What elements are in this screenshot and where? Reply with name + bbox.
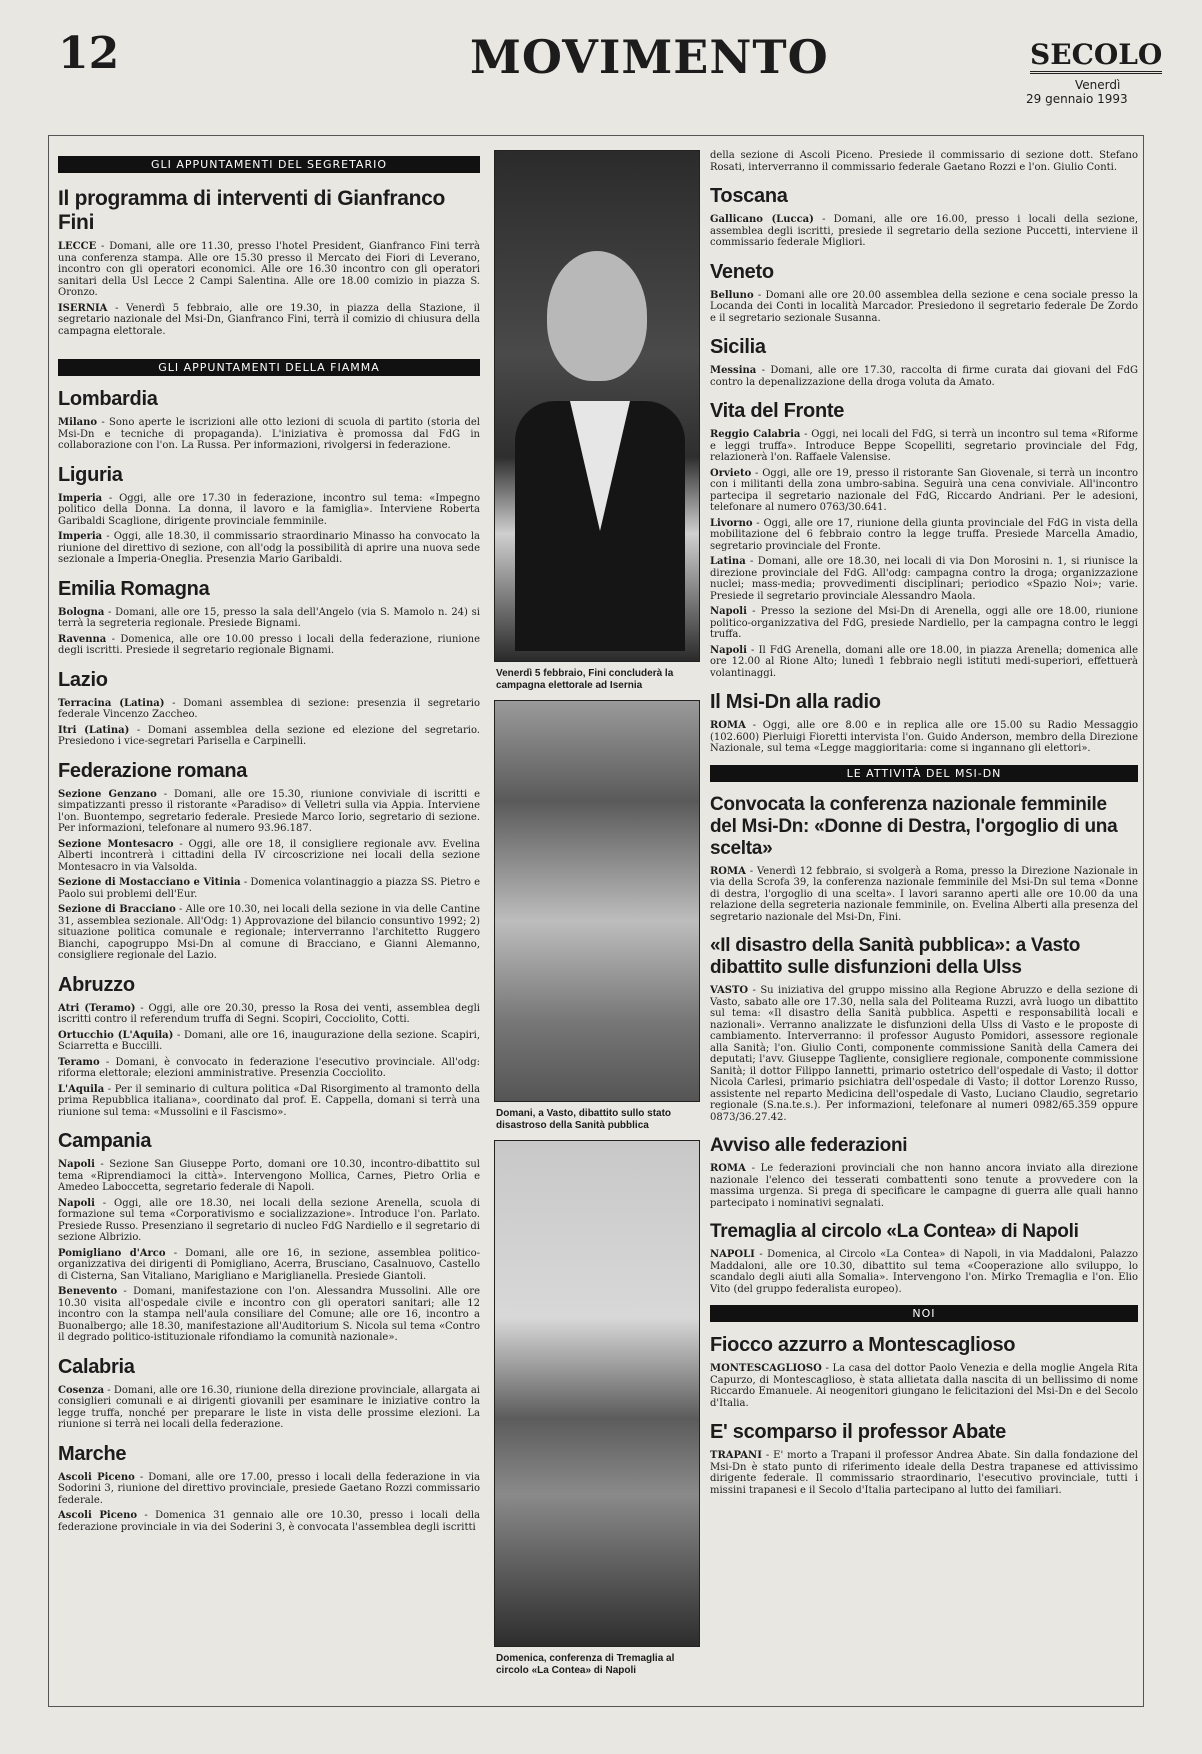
section-heading: Campania <box>58 1130 152 1152</box>
news-item <box>710 290 1138 325</box>
news-item-text: - Domani, alle ore 16.00, presso i locali della sezione, assemblea degli iscritti, presiede il segretario della sezione Puccetti, interviene il commissario federale Migliori. <box>710 214 1138 248</box>
middle-column <box>494 150 700 1700</box>
news-item <box>710 1363 1138 1409</box>
news-item-text: - Domani, alle ore 17.00, presso i locali della federazione in via Sodorini 3, riunione del direttivo provinciale, presiede Gaetano Rozzi commissario federale. <box>58 1471 480 1506</box>
noi-section <box>710 1334 1138 1496</box>
news-item-place: Belluno <box>710 289 754 301</box>
news-item-place: Ravenna <box>58 633 107 645</box>
caption-naples: Domenica, conferenza di Tremaglia al circolo «La Contea» di Napoli <box>496 1653 675 1676</box>
section-heading: Calabria <box>58 1355 135 1378</box>
news-item <box>58 303 480 338</box>
news-item-text: - Venerdì 12 febbraio, si svolgerà a Roma, presso la Direzione Nazionale in via della Scrofa 39, la conferenza nazionale femminile del Msi-Dn sul tema «Donne di destra, l'orgoglio di una scelta». I lavori saranno aperti alle ore 10.00 da una relazione della segreteria nazionale femminile, on. Evelina Alberti alla presenza del segretario nazionale del Msi-Dn, Fini. <box>710 865 1138 923</box>
news-item <box>58 1003 480 1026</box>
news-item <box>710 645 1138 680</box>
news-item-place: Napoli <box>58 1197 95 1209</box>
section-heading: Lombardia <box>58 388 158 410</box>
news-item <box>58 1510 480 1533</box>
news-item-place: Latina <box>710 556 746 567</box>
news-item <box>58 531 480 566</box>
news-item-place: MONTESCAGLIOSO <box>710 1363 822 1374</box>
news-item <box>58 1248 480 1283</box>
news-item <box>710 468 1138 514</box>
news-item <box>58 1198 480 1244</box>
news-item-text: - Domenica, al Circolo «La Contea» di Napoli, in via Maddaloni, Palazzo Maddaloni, alle ore 10.30, dibattito sul tema «Cooperazione allo sviluppo, lo scandalo degli aiuti alla Somalia». Intervengono l'on. Mirko Tremaglia e l'on. Elio Vito (del gruppo federalista europeo). <box>710 1249 1138 1295</box>
section-heading: Avviso alle federazioni <box>710 1135 908 1156</box>
news-item-place: Terracina (Latina) <box>58 697 165 709</box>
news-item-place: Sezione di Mostacciano e Vitinia <box>58 877 241 888</box>
news-item-text: - Sezione San Giuseppe Porto, domani ore 10.30, incontro-dibattito sul tema «Riprendiamoci la città». Intervengono Mollica, Carnes, Pietro Orlia e Amedeo Laboccetta, segretario federale di Napoli. <box>58 1159 480 1193</box>
news-item-place: Pomigliano d'Arco <box>58 1247 166 1259</box>
news-item <box>58 1159 480 1194</box>
news-item-place: Teramo <box>58 1056 100 1068</box>
news-item-text: - Domani, alle ore 15, presso la sala dell'Angelo (via S. Mamolo n. 24) si terrà la segreteria regionale. Presiede Bignami. <box>58 606 480 629</box>
news-item-text: - Oggi, alle ore 20.30, presso la Rosa dei venti, assemblea degli iscritti contro il referendum truffa di Segni. Scopiri, Cocciolito, Cotti. <box>58 1002 480 1025</box>
news-item-place: ROMA <box>710 865 746 877</box>
continued-text: della sezione di Ascoli Piceno. Presiede il commissario di sezione dott. Stefano Rosati, interverranno il commissario federale Gaetano Rozzi e l'on. Giulio Conti. <box>710 150 1138 173</box>
caption-hospital: Domani, a Vasto, dibattito sullo stato disastroso della Sanità pubblica <box>496 1108 672 1131</box>
news-item <box>58 839 480 874</box>
news-item <box>710 866 1138 924</box>
news-item-text: - Domani, alle ore 18.30, nei locali di via Don Morosini n. 1, si riunisce la direzione provinciale del FdG. All'odg: campagna contro la droga; organizzazione nuclei; mass-media; provvedimenti disciplinari; periodico «Spazio Noi»; varie. Presiede il segretario provinciale Alessandro Maola. <box>710 556 1138 602</box>
news-item-place: Sezione di Bracciano <box>58 904 176 915</box>
photo-figure-face <box>547 251 647 381</box>
news-item <box>58 698 480 721</box>
photo-hospital <box>494 700 700 1102</box>
news-item-place: Livorno <box>710 517 753 529</box>
news-item <box>710 606 1138 641</box>
regional-sections <box>58 388 480 1533</box>
section-heading: Veneto <box>710 260 774 283</box>
section-heading: Convocata la conferenza nazionale femminile del Msi-Dn: «Donne di Destra, l'orgoglio di una scelta» <box>710 793 1118 859</box>
news-item <box>58 1472 480 1507</box>
news-item-place: ISERNIA <box>58 302 108 314</box>
section-heading: Marche <box>58 1442 127 1465</box>
news-item-text: - E' morto a Trapani il professor Andrea Abate. Sin dalla fondazione del Msi-Dn è stato punto di riferimento ideale della Destra trapanese ed attivissimo dirigente federale. Il commissario straordinario, l'esecutivo provinciale, tutti i missini trapanesi e il Secolo d'Italia partecipano al lutto dei familiari. <box>710 1450 1138 1496</box>
news-item-place: Messina <box>710 365 757 376</box>
news-item <box>710 518 1138 553</box>
news-item-place: Ascoli Piceno <box>58 1471 135 1483</box>
news-item-place: Napoli <box>58 1159 95 1170</box>
news-item <box>58 877 480 900</box>
news-item-text: - Oggi, alle 18.30, il commissario straordinario Minasso ha convocato la riunione del direttivo di sezione, con all'odg la possibilità di aprire una nuova sede sezionale a Imperia-Oneglia. Presenzia Mario Garibaldi. <box>58 531 480 565</box>
news-item-text: - Su iniziativa del gruppo missino alla Regione Abruzzo e della sezione di Vasto, sabato alle ore 17.30, nella sala del Politeama Ruzzi, avrà luogo un dibattito sul tema: «Il disastro della Sanità pubblica. Aspetti e responsabilità locali e nazionali». Verranno analizzate le disfunzioni della Ulss di Vasto e le proposte di cambiamento. Interverranno: il professor Augusto Pomidori, assessore regionale alla Sanità; l'on. Giulio Conti, componente commissione Sanità della Camera dei deputati; l'avv. Giuseppe Tagliente, consigliere regionale, componente commissione Sanità; il dottor Filippo Iannetti, primario ostetrico dell'ospedale di Vasto; il dottor Nicola Carlesi, primario psichiatra dell'ospedale di Vasto; il dottor Lorenzo Russo, assistente nel reparto Medicina dell'ospedale di Vasto, Luciano Claudio, segretario regionale (S.na.te.s.). Per informazioni, telefonare al numeri 0982/65.359 oppure 0873/36.27.42. <box>710 985 1138 1123</box>
news-item-place: Gallicano (Lucca) <box>710 214 814 225</box>
news-item-place: Napoli <box>710 606 747 617</box>
news-item-place: Ortucchio (L'Aquila) <box>58 1029 174 1041</box>
news-item-place: Imperia <box>58 531 103 542</box>
news-item <box>58 904 480 962</box>
news-item-text: - Oggi, alle ore 18.30, nei locali della sezione Arenella, scuola di formazione sul tema «Corporativismo e socializzazione». Introduce l'on. Parlato. Presiede Russo. Presenziano il segretario di nucleo FdG Nardiello e il segretario di sezione Albrizio. <box>58 1197 480 1243</box>
news-item-text: - Venerdì 5 febbraio, alle ore 19.30, in piazza della Stazione, il segretario nazionale del Msi-Dn, Gianfranco Fini, terrà il comizio di chiusura della campagna elettorale. <box>58 302 480 337</box>
news-item-place: Atri (Teramo) <box>58 1002 136 1014</box>
news-item-place: Ascoli Piceno <box>58 1510 138 1521</box>
news-item-text: - Domani, è convocato in federazione l'esecutivo provinciale. All'odg: riforma elettorale; elezioni amministrative. Presenzia Cocciolito. <box>58 1056 480 1079</box>
issue-day: Venerdì <box>1075 78 1121 92</box>
news-item <box>58 1084 480 1119</box>
news-item <box>58 1030 480 1053</box>
news-item <box>710 720 1138 755</box>
news-item-text: - Oggi, nei locali del FdG, si terrà un incontro sul tema «Riforme e leggi truffa». Introduce Beppe Scopelliti, segretario provinciale del Fdg, relazionerà l'on. Raffaele Valensise. <box>710 429 1138 463</box>
news-item-place: TRAPANI <box>710 1450 762 1461</box>
newspaper-logo: SECOLO <box>1030 38 1162 74</box>
section-bar-attivita: LE ATTIVITÀ DEL MSI-DN <box>710 765 1138 782</box>
photo-naples <box>494 1140 700 1647</box>
news-item-text: - Domani, alle ore 15.30, riunione conviviale di iscritti e simpatizzanti presso il ristorante «Paradiso» di Velletri sulla via Appia. Interviene l'on. Buontempo, segretario federale. Presiede Marco Iorio, segretario di sezione. Per informazioni, telefonare al numero 93.96.187. <box>58 788 480 834</box>
news-item-place: Imperia <box>58 492 103 504</box>
news-item-text: - Domenica, alle ore 10.00 presso i locali della federazione, riunione degli iscritti. Presiede il segretario regionale Bignami. <box>58 633 480 656</box>
section-bar-fiamma: GLI APPUNTAMENTI DELLA FIAMMA <box>58 359 480 376</box>
news-item-place: ROMA <box>710 720 746 731</box>
news-item <box>710 429 1138 464</box>
news-item-text: - Domani assemblea della sezione ed elezione del segretario. Presiedono i vice-segretari Parisella e Carpinelli. <box>58 724 480 747</box>
news-item-text: - Domani, alle ore 16.30, riunione della direzione provinciale, allargata ai consiglieri comunali e ai dirigenti giovanili per esaminare le iniziative contro la legge truffa, nonché per preparare le liste in vista delle prossime elezioni. La riunione si terrà nei locali della federazione. <box>58 1384 480 1430</box>
news-item <box>58 725 480 748</box>
news-item <box>58 241 480 299</box>
news-item <box>58 1385 480 1431</box>
news-item-place: VASTO <box>710 985 749 996</box>
masthead <box>0 0 1202 125</box>
news-item-place: Benevento <box>58 1286 118 1297</box>
news-item-text: - Le federazioni provinciali che non hanno ancora inviato alla direzione nazionale l'elenco dei tesserati combattenti sono tenute a provvedere con la massima urgenza. Si prega di specificare le campagne di guerra alle quali hanno partecipato i nominativi segnalati. <box>710 1163 1138 1209</box>
section-heading: Fiocco azzurro a Montescaglioso <box>710 1334 1016 1356</box>
news-item-place: Sezione Genzano <box>58 788 157 800</box>
news-item <box>58 607 480 630</box>
news-item <box>710 985 1138 1123</box>
news-item <box>710 1163 1138 1209</box>
news-item-text: - Domani, alle ore 16, inaugurazione della sezione. Scapiri, Sciarretta e Buccilli. <box>58 1029 480 1052</box>
news-item-text: - Oggi, alle ore 17.30 in federazione, incontro sul tema: «Impegno politico della Donna. La donna, il lavoro e la famiglia». Interviene Roberta Garibaldi Scaglione, dirigente provinciale femminile. <box>58 492 480 527</box>
section-heading: Vita del Fronte <box>710 400 845 422</box>
news-item-text: - Oggi, alle ore 17, riunione della giunta provinciale del FdG in vista della mobilitazione del 6 febbraio contro la legge truffa. Presiede Marcella Amadio, segretario provinciale del Fronte. <box>710 517 1138 552</box>
news-item-text: - Alle ore 10.30, nei locali della sezione in via delle Cantine 31, assemblea sezionale. All'Odg: 1) Approvazione del bilancio consuntivo 1992; 2) situazione politica comunale e regionale; interverranno l'architetto Ruggero Bianchi, capogruppo Msi-Dn al comune di Bracciano, e Gianni Alemanno, consigliere regionale del Lazio. <box>58 904 480 961</box>
news-item-place: LECCE <box>58 241 97 252</box>
news-item-text: - Presso la sezione del Msi-Dn di Arenella, oggi alle ore 18.00, riunione politico-organizzativa del FdG, presiede Nardiello, per la campagna contro le leggi truffa. <box>710 606 1138 640</box>
news-item-place: ROMA <box>710 1163 746 1174</box>
news-item <box>710 365 1138 388</box>
right-column <box>710 150 1138 1700</box>
news-item-place: Sezione Montesacro <box>58 838 174 850</box>
news-item-text: - Sono aperte le iscrizioni alle otto lezioni di scuola di partito (storia del Msi-Dn e tecniche di propaganda). L'iniziativa è promossa dal FdG in collaborazione con l'on. La Russa. Per informazioni, rivolgersi in federazione. <box>58 417 480 451</box>
news-item-text: - Oggi, alle ore 18, il consigliere regionale avv. Evelina Alberti incontrerà i cittadini della IV circoscrizione nei locali della sezione Montesacro in via Valsolda. <box>58 838 480 873</box>
news-item-text: - Oggi, alle ore 19, presso il ristorante San Giovenale, si terrà un incontro con i militanti della zona umbro-sabina. Seguirà una cena conviviale. All'incontro partecipa il segretario nazionale del FdG, Riccardo Andriani. Per le adesioni, telefonare al numero 0763/30.641. <box>710 467 1138 513</box>
page-number: 12 <box>58 28 120 79</box>
news-item-place: Cosenza <box>58 1384 105 1396</box>
news-item-text: - Domani, alle ore 11.30, presso l'hotel President, Gianfranco Fini terrà una conferenza stampa. Alle ore 15.30 presso il Mercato dei Fiori di Leverano, incontro con gli operatori economici. Alle ore 16.30 incontro con gli operatori sanitari della Usl Lecce 2 Campi Salentina. Alle ore 18.00 comizio in piazza S. Oronzo. <box>58 241 480 298</box>
news-item <box>58 1057 480 1080</box>
msi-activities <box>710 794 1138 1296</box>
section-heading: Emilia Romagna <box>58 577 210 600</box>
section-heading: Tremaglia al circolo «La Contea» di Napoli <box>710 1221 1079 1242</box>
news-item-place: Itri (Latina) <box>58 724 130 736</box>
news-item-place: Bologna <box>58 606 105 618</box>
news-item-text: - La casa del dottor Paolo Venezia e della moglie Angela Rita Capurzo, di Montescaglioso, è stata allietata dalla nascita di un bellissimo di nome Riccardo Emanuele. Ai neogenitori giungano le felicitazioni del Msi-Dn e del Secolo d'Italia. <box>710 1363 1138 1409</box>
news-item-text: - Oggi, alle ore 8.00 e in replica alle ore 15.00 su Radio Messaggio (102.600) Pierluigi Fioretti intervista l'on. Guido Anderson, membro della Direzione Nazionale, sul tema «Legge maggioritaria: come si ingannano gli elettori». <box>710 720 1138 754</box>
news-item <box>58 1286 480 1344</box>
news-item <box>710 556 1138 602</box>
section-heading: Il Msi-Dn alla radio <box>710 691 881 713</box>
news-item-text: - Per il seminario di cultura politica «Dal Risorgimento al tramonto della prima Repubblica italiana», coordinato dal prof. E. Cappella, domani si terrà una riunione sul tema: «Mussolini e il Fascismo». <box>58 1083 480 1118</box>
section-heading: Abruzzo <box>58 973 135 996</box>
news-item-text: - Domani alle ore 20.00 assemblea della sezione e cena sociale presso la Locanda dei Conti in località Marcador. Presiedono il segretario federale De Zordo e il segretario sezionale Susanna. <box>710 289 1138 324</box>
caption-fini: Venerdì 5 febbraio, Fini concluderà la campagna elettorale ad Isernia <box>496 668 674 691</box>
issue-date: 29 gennaio 1993 <box>1026 92 1128 106</box>
right-regional-sections <box>710 185 1138 755</box>
news-item-text: - Domani assemblea di sezione: presenzia il segretario federale Vincenzo Zaccheo. <box>58 697 480 720</box>
news-item <box>710 214 1138 249</box>
headline-fini: Il programma di interventi di Gianfranco Fini <box>58 187 446 234</box>
news-item-text: - Domenica 31 gennaio alle ore 10.30, presso i locali della federazione provinciale in via dei Soderini 3, è convocata l'assemblea degli iscritti <box>58 1510 480 1533</box>
section-bar-noi: NOI <box>710 1305 1138 1322</box>
news-item-text: - Domenica volantinaggio a piazza SS. Pietro e Paolo sui problemi dell'Eur. <box>58 877 480 900</box>
news-item-text: - Domani, alle ore 17.30, raccolta di firme curata dai giovani del FdG contro la depenalizzazione della droga voluta da Amato. <box>710 365 1138 388</box>
news-item-place: NAPOLI <box>710 1249 755 1260</box>
news-item <box>710 1450 1138 1496</box>
fini-appointments <box>58 241 480 337</box>
section-heading: Liguria <box>58 463 123 486</box>
section-heading: E' scomparso il professor Abate <box>710 1421 1006 1443</box>
news-item <box>58 789 480 835</box>
news-item-place: Napoli <box>710 644 747 656</box>
news-item-text: - Domani, alle ore 16, in sezione, assemblea politico-organizzativa dei dirigenti di Pomigliano, Acerra, Brusciano, Casalnuovo, Castello di Cisterna, San Vitaliano, Marigliano e Mariglianella. Presiede Giantoli. <box>58 1247 480 1282</box>
news-item-place: Reggio Calabria <box>710 429 801 440</box>
section-heading: Lazio <box>58 668 108 691</box>
section-heading: Federazione romana <box>58 759 248 782</box>
news-item-text: - Domani, manifestazione con l'on. Alessandra Mussolini. Alle ore 10.30 visita all'ospedale civile e incontro con gli operatori sanitari; alle 12 incontro con la stampa nell'aula consiliare del Comune; alle ore 16, incontro a Buonalbergo; alle 18.30, manifestazione all'Auditorium S. Nicola sul tema «Contro il degrado politico-istituzionale rifondiamo la comunità nazionale». <box>58 1286 480 1343</box>
news-item-place: Orvieto <box>710 467 752 479</box>
left-column <box>58 150 480 1700</box>
section-heading: «Il disastro della Sanità pubblica»: a Vasto dibattito sulle disfunzioni della Ulss <box>710 935 1081 978</box>
news-item <box>58 417 480 452</box>
photo-fini <box>494 150 700 662</box>
section-title: MOVIMENTO <box>470 30 829 84</box>
news-item-place: L'Aquila <box>58 1083 105 1095</box>
section-bar-segretario: GLI APPUNTAMENTI DEL SEGRETARIO <box>58 156 480 173</box>
section-heading: Toscana <box>710 185 788 207</box>
news-item <box>710 1249 1138 1295</box>
news-item <box>58 493 480 528</box>
section-heading: Sicilia <box>710 336 766 358</box>
news-item-place: Milano <box>58 417 98 428</box>
news-item <box>58 634 480 657</box>
news-item-text: - Il FdG Arenella, domani alle ore 18.00, in piazza Arenella; domenica alle ore 12.00 al Rione Alto; lunedì 1 febbraio negli istituti medi-superiori, effettuerà volantinaggi. <box>710 644 1138 679</box>
